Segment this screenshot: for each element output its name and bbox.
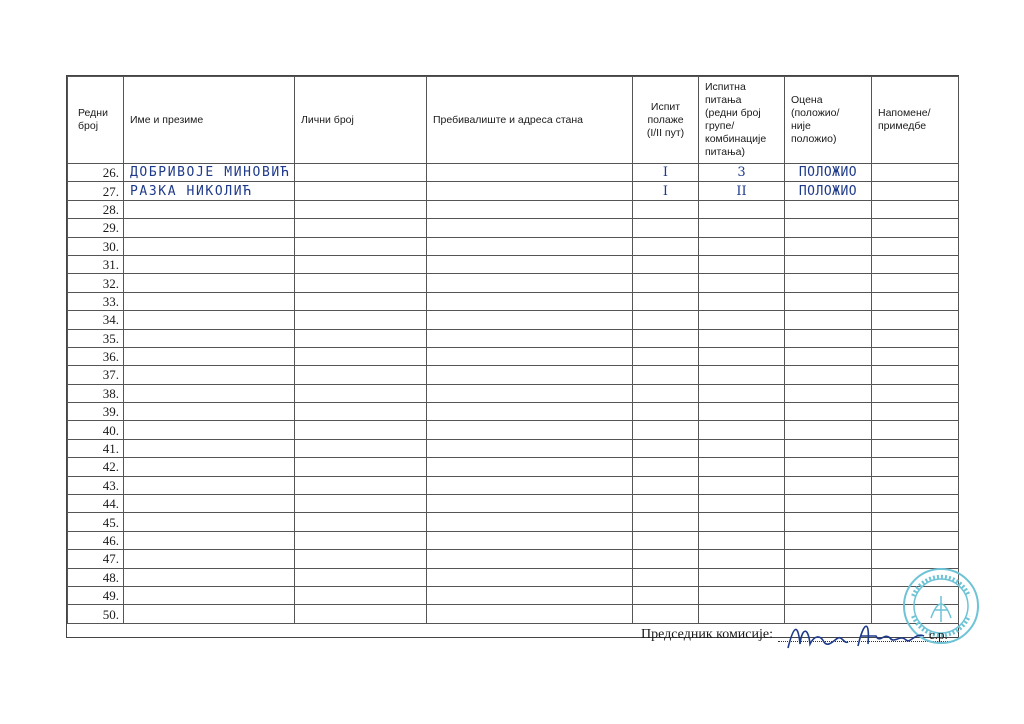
address-cell [427, 219, 633, 237]
attempt-cell [633, 476, 699, 494]
attempt-cell [633, 605, 699, 623]
address-cell [427, 421, 633, 439]
question-cell [699, 550, 785, 568]
question-cell [699, 384, 785, 402]
grade-cell [785, 311, 872, 329]
question-cell [699, 311, 785, 329]
grade-cell [785, 200, 872, 218]
attempt-cell: I [633, 182, 699, 200]
row-number-cell: 49. [68, 586, 124, 604]
address-cell [427, 495, 633, 513]
question-cell: II [699, 182, 785, 200]
question-cell [699, 274, 785, 292]
grade-cell [785, 531, 872, 549]
table-row [68, 274, 959, 292]
name-cell [124, 458, 295, 476]
id-cell [295, 237, 427, 255]
name-cell [124, 329, 295, 347]
attempt-cell [633, 219, 699, 237]
exam-record-sheet [66, 75, 959, 638]
id-cell [295, 347, 427, 365]
id-cell [295, 513, 427, 531]
question-cell [699, 292, 785, 310]
table-row [68, 347, 959, 365]
handwritten-signature [784, 614, 934, 658]
row-number-cell: 47. [68, 550, 124, 568]
attempt-cell [633, 495, 699, 513]
grade-cell [785, 292, 872, 310]
id-cell [295, 605, 427, 623]
question-cell [699, 347, 785, 365]
question-cell: 3 [699, 164, 785, 182]
grade-cell [785, 439, 872, 457]
table-row [68, 568, 959, 586]
question-cell [699, 329, 785, 347]
address-cell [427, 476, 633, 494]
question-cell [699, 200, 785, 218]
attempt-cell [633, 550, 699, 568]
table-row [68, 311, 959, 329]
attempt-cell [633, 403, 699, 421]
question-cell [699, 403, 785, 421]
exam-table [67, 76, 959, 624]
notes-cell [872, 513, 959, 531]
id-cell [295, 439, 427, 457]
commission-president-label: Председник комисије: [641, 627, 773, 642]
name-cell [124, 605, 295, 623]
grade-cell [785, 237, 872, 255]
attempt-cell [633, 513, 699, 531]
name-cell: ДОБРИВОЈЕ МИНОВИЋ [124, 164, 295, 182]
question-cell [699, 219, 785, 237]
address-cell [427, 458, 633, 476]
row-number-cell: 36. [68, 347, 124, 365]
row-number-cell: 37. [68, 366, 124, 384]
notes-cell [872, 329, 959, 347]
row-number-cell: 26. [68, 164, 124, 182]
table-row [68, 329, 959, 347]
notes-cell [872, 476, 959, 494]
question-cell [699, 476, 785, 494]
name-cell [124, 550, 295, 568]
attempt-cell [633, 347, 699, 365]
row-number-cell: 31. [68, 255, 124, 273]
table-row [68, 219, 959, 237]
id-cell [295, 274, 427, 292]
notes-cell [872, 274, 959, 292]
notes-cell [872, 421, 959, 439]
attempt-cell: I [633, 164, 699, 182]
row-number-cell: 41. [68, 439, 124, 457]
grade-cell [785, 366, 872, 384]
address-cell [427, 182, 633, 200]
table-row [68, 366, 959, 384]
question-cell [699, 513, 785, 531]
id-cell [295, 329, 427, 347]
address-cell [427, 586, 633, 604]
notes-cell [872, 219, 959, 237]
name-cell [124, 403, 295, 421]
attempt-cell [633, 311, 699, 329]
grade-cell [785, 586, 872, 604]
row-number-cell: 45. [68, 513, 124, 531]
id-cell [295, 568, 427, 586]
name-cell [124, 384, 295, 402]
notes-cell [872, 495, 959, 513]
attempt-cell [633, 237, 699, 255]
table-row [68, 513, 959, 531]
grade-cell [785, 458, 872, 476]
attempt-cell [633, 439, 699, 457]
id-cell [295, 476, 427, 494]
grade-cell [785, 568, 872, 586]
name-cell [124, 347, 295, 365]
address-cell [427, 200, 633, 218]
question-cell [699, 568, 785, 586]
id-cell [295, 182, 427, 200]
table-row [68, 164, 959, 182]
row-number-cell: 27. [68, 182, 124, 200]
header-address: Пребивалиште и адреса стана [427, 77, 633, 164]
row-number-cell: 29. [68, 219, 124, 237]
notes-cell [872, 182, 959, 200]
attempt-cell [633, 586, 699, 604]
address-cell [427, 568, 633, 586]
id-cell [295, 458, 427, 476]
table-row [68, 255, 959, 273]
grade-cell: ПОЛОЖИО [785, 182, 872, 200]
id-cell [295, 255, 427, 273]
table-row [68, 384, 959, 402]
table-row [68, 439, 959, 457]
id-cell [295, 495, 427, 513]
table-row [68, 292, 959, 310]
signature-suffix: с.р. [929, 627, 948, 642]
name-cell [124, 495, 295, 513]
notes-cell [872, 384, 959, 402]
attempt-cell [633, 329, 699, 347]
name-cell [124, 531, 295, 549]
header-name: Име и презиме [124, 77, 295, 164]
grade-cell: ПОЛОЖИО [785, 164, 872, 182]
notes-cell [872, 311, 959, 329]
grade-cell [785, 476, 872, 494]
row-number-cell: 46. [68, 531, 124, 549]
table-row [68, 182, 959, 200]
row-number-cell: 50. [68, 605, 124, 623]
row-number-cell: 28. [68, 200, 124, 218]
notes-cell [872, 531, 959, 549]
attempt-cell [633, 366, 699, 384]
address-cell [427, 311, 633, 329]
grade-cell [785, 347, 872, 365]
id-cell [295, 531, 427, 549]
name-cell [124, 513, 295, 531]
attempt-cell [633, 200, 699, 218]
notes-cell [872, 200, 959, 218]
grade-cell [785, 274, 872, 292]
row-number-cell: 30. [68, 237, 124, 255]
address-cell [427, 366, 633, 384]
name-cell [124, 476, 295, 494]
attempt-cell [633, 274, 699, 292]
name-cell [124, 439, 295, 457]
address-cell [427, 237, 633, 255]
name-cell [124, 421, 295, 439]
question-cell [699, 605, 785, 623]
table-row [68, 458, 959, 476]
row-number-cell: 39. [68, 403, 124, 421]
grade-cell [785, 219, 872, 237]
header-questions: Испитна питања (редни број групе/ комбинације питања) [699, 77, 785, 164]
address-cell [427, 164, 633, 182]
attempt-cell [633, 568, 699, 586]
grade-cell [785, 421, 872, 439]
id-cell [295, 550, 427, 568]
grade-cell [785, 384, 872, 402]
grade-cell [785, 255, 872, 273]
table-header-row [68, 77, 959, 164]
address-cell [427, 605, 633, 623]
attempt-cell [633, 292, 699, 310]
attempt-cell [633, 255, 699, 273]
notes-cell [872, 439, 959, 457]
row-number-cell: 35. [68, 329, 124, 347]
name-cell [124, 274, 295, 292]
address-cell [427, 347, 633, 365]
name-cell [124, 200, 295, 218]
name-cell [124, 292, 295, 310]
id-cell [295, 384, 427, 402]
row-number-cell: 43. [68, 476, 124, 494]
question-cell [699, 237, 785, 255]
name-cell [124, 366, 295, 384]
attempt-cell [633, 531, 699, 549]
header-notes: Напомене/ примедбе [872, 77, 959, 164]
address-cell [427, 531, 633, 549]
table-row [68, 237, 959, 255]
row-number-cell: 33. [68, 292, 124, 310]
attempt-cell [633, 384, 699, 402]
grade-cell [785, 513, 872, 531]
id-cell [295, 421, 427, 439]
notes-cell [872, 164, 959, 182]
id-cell [295, 311, 427, 329]
question-cell [699, 439, 785, 457]
name-cell [124, 255, 295, 273]
address-cell [427, 439, 633, 457]
row-number-cell: 48. [68, 568, 124, 586]
notes-cell [872, 292, 959, 310]
table-row [68, 550, 959, 568]
id-cell [295, 586, 427, 604]
header-grade: Оцена (положио/ није положио) [785, 77, 872, 164]
address-cell [427, 384, 633, 402]
notes-cell [872, 255, 959, 273]
name-cell [124, 586, 295, 604]
row-number-cell: 34. [68, 311, 124, 329]
name-cell [124, 237, 295, 255]
id-cell [295, 292, 427, 310]
row-number-cell: 32. [68, 274, 124, 292]
id-cell [295, 164, 427, 182]
table-row [68, 421, 959, 439]
id-cell [295, 219, 427, 237]
row-number-cell: 44. [68, 495, 124, 513]
header-number: Редни број [68, 77, 124, 164]
question-cell [699, 255, 785, 273]
grade-cell [785, 403, 872, 421]
attempt-cell [633, 421, 699, 439]
table-row [68, 531, 959, 549]
attempt-cell [633, 458, 699, 476]
header-id: Лични број [295, 77, 427, 164]
notes-cell [872, 347, 959, 365]
question-cell [699, 586, 785, 604]
question-cell [699, 421, 785, 439]
question-cell [699, 531, 785, 549]
notes-cell [872, 458, 959, 476]
table-row [68, 476, 959, 494]
address-cell [427, 403, 633, 421]
address-cell [427, 513, 633, 531]
id-cell [295, 366, 427, 384]
id-cell [295, 403, 427, 421]
name-cell [124, 219, 295, 237]
question-cell [699, 366, 785, 384]
grade-cell [785, 550, 872, 568]
name-cell: РАЗКА НИКОЛИЋ [124, 182, 295, 200]
table-row [68, 586, 959, 604]
address-cell [427, 292, 633, 310]
row-number-cell: 38. [68, 384, 124, 402]
row-number-cell: 42. [68, 458, 124, 476]
table-row [68, 495, 959, 513]
notes-cell [872, 403, 959, 421]
id-cell [295, 200, 427, 218]
name-cell [124, 311, 295, 329]
address-cell [427, 255, 633, 273]
header-attempt: Испит полаже (I/II пут) [633, 77, 699, 164]
address-cell [427, 329, 633, 347]
address-cell [427, 550, 633, 568]
notes-cell [872, 366, 959, 384]
notes-cell [872, 237, 959, 255]
address-cell [427, 274, 633, 292]
grade-cell [785, 329, 872, 347]
question-cell [699, 458, 785, 476]
table-row [68, 200, 959, 218]
table-row [68, 403, 959, 421]
grade-cell [785, 495, 872, 513]
question-cell [699, 495, 785, 513]
name-cell [124, 568, 295, 586]
row-number-cell: 40. [68, 421, 124, 439]
